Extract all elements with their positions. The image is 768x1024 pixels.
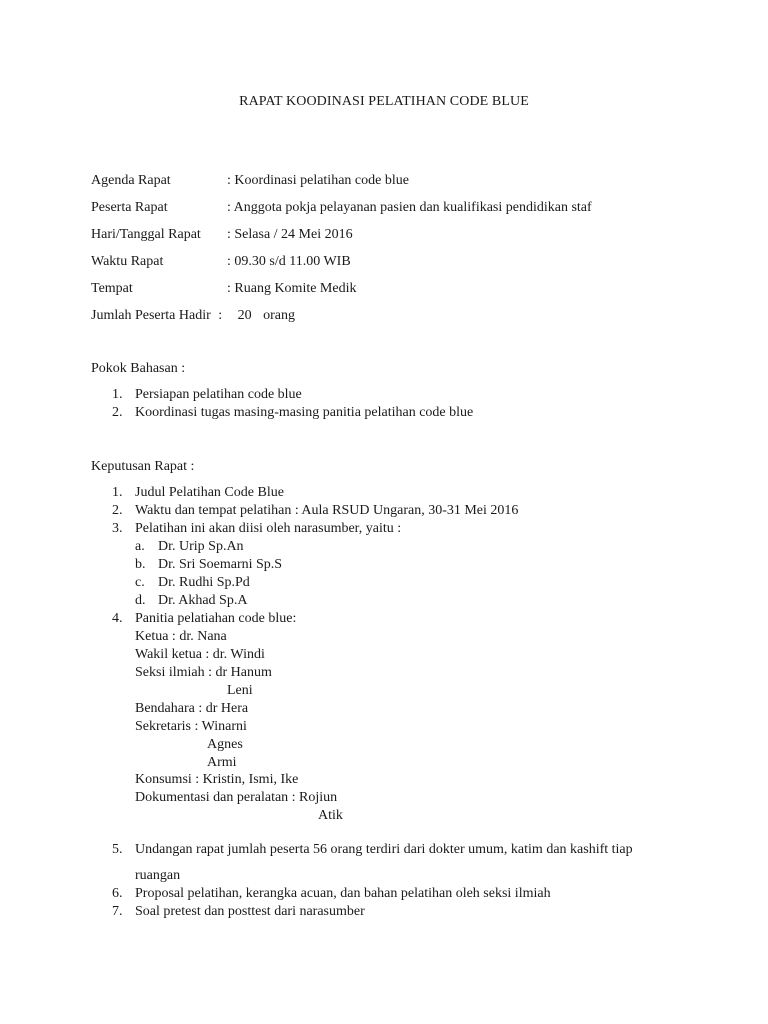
sub-list-letter: a.: [135, 539, 145, 554]
list-item-continuation: ruangan: [135, 868, 181, 883]
list-text: Koordinasi tugas masing-masing panitia pelatihan code blue: [135, 405, 474, 420]
list-text: Panitia pelatiahan code blue:: [135, 611, 297, 626]
list-text: Judul Pelatihan Code Blue: [135, 485, 284, 500]
attendee-count: 20: [237, 308, 252, 323]
list-item: [112, 885, 551, 903]
info-value: : Selasa / 24 Mei 2016: [227, 227, 353, 242]
list-number: 4.: [112, 611, 123, 626]
sub-list-item: [135, 592, 247, 610]
panitia-dokumentasi-2: Atik: [318, 808, 343, 823]
list-item: [112, 484, 284, 502]
sub-list-letter: c.: [135, 575, 145, 590]
info-value: : 09.30 s/d 11.00 WIB: [227, 254, 351, 269]
panitia-dokumentasi: Dokumentasi dan peralatan : Rojiun: [135, 790, 338, 805]
info-row-peserta: [91, 199, 592, 217]
sub-list-item: [135, 556, 282, 574]
info-row-jumlah: [91, 307, 295, 325]
attendee-unit: orang: [263, 308, 296, 323]
panitia-konsumsi: Konsumsi : Kristin, Ismi, Ike: [135, 772, 299, 787]
sub-list-text: Dr. Akhad Sp.A: [158, 593, 248, 608]
info-colon: :: [218, 308, 223, 323]
sub-list-item: [135, 538, 244, 556]
list-text: Undangan rapat jumlah peserta 56 orang terdiri dari dokter umum, katim dan kashift tiap: [135, 842, 633, 857]
info-row-tanggal: [91, 226, 353, 244]
list-text: Persiapan pelatihan code blue: [135, 387, 302, 402]
info-value: : Anggota pokja pelayanan pasien dan kualifikasi pendidikan staf: [227, 200, 592, 215]
list-item: [112, 610, 296, 628]
info-row-waktu: [91, 253, 351, 271]
list-number: 7.: [112, 904, 123, 919]
list-item: [112, 404, 473, 422]
panitia-sekretaris-3: Armi: [207, 755, 237, 770]
info-label: Agenda Rapat: [91, 173, 171, 188]
sub-list-text: Dr. Urip Sp.An: [158, 539, 244, 554]
sub-list-text: Dr. Rudhi Sp.Pd: [158, 575, 250, 590]
keputusan-heading: Keputusan Rapat :: [91, 459, 195, 474]
list-number: 2.: [112, 405, 123, 420]
panitia-wakil: Wakil ketua : dr. Windi: [135, 647, 265, 662]
info-label: Hari/Tanggal Rapat: [91, 227, 201, 242]
list-number: 1.: [112, 387, 123, 402]
panitia-bendahara: Bendahara : dr Hera: [135, 701, 249, 716]
info-value: : Ruang Komite Medik: [227, 281, 357, 296]
list-text: Waktu dan tempat pelatihan : Aula RSUD Ungaran, 30-31 Mei 2016: [135, 503, 519, 518]
panitia-seksi-ilmiah-2: Leni: [227, 683, 253, 698]
info-label: Waktu Rapat: [91, 254, 164, 269]
info-label: Jumlah Peserta Hadir: [91, 308, 211, 323]
list-number: 1.: [112, 485, 123, 500]
info-label: Tempat: [91, 281, 133, 296]
list-number: 5.: [112, 842, 123, 857]
panitia-sekretaris: Sekretaris : Winarni: [135, 719, 247, 734]
document-title: RAPAT KOODINASI PELATIHAN CODE BLUE: [239, 94, 529, 109]
panitia-ketua: Ketua : dr. Nana: [135, 629, 227, 644]
panitia-seksi-ilmiah: Seksi ilmiah : dr Hanum: [135, 665, 272, 680]
sub-list-item: [135, 574, 250, 592]
info-row-tempat: [91, 280, 357, 298]
sub-list-letter: d.: [135, 593, 146, 608]
sub-list-text: Dr. Sri Soemarni Sp.S: [158, 557, 283, 572]
info-row-agenda: [91, 172, 409, 190]
list-text: Soal pretest dan posttest dari narasumber: [135, 904, 365, 919]
list-item: [112, 386, 302, 404]
list-text: Proposal pelatihan, kerangka acuan, dan bahan pelatihan oleh seksi ilmiah: [135, 886, 551, 901]
sub-list-letter: b.: [135, 557, 146, 572]
list-item: [112, 502, 518, 520]
info-value: : Koordinasi pelatihan code blue: [227, 173, 409, 188]
info-label: Peserta Rapat: [91, 200, 168, 215]
list-text: Pelatihan ini akan diisi oleh narasumber, yaitu :: [135, 521, 402, 536]
list-number: 6.: [112, 886, 123, 901]
panitia-sekretaris-2: Agnes: [207, 737, 243, 752]
list-item: [112, 520, 401, 538]
list-item: [112, 903, 365, 921]
pokok-heading: Pokok Bahasan :: [91, 361, 186, 376]
list-number: 2.: [112, 503, 123, 518]
list-item: [112, 841, 633, 859]
list-number: 3.: [112, 521, 123, 536]
